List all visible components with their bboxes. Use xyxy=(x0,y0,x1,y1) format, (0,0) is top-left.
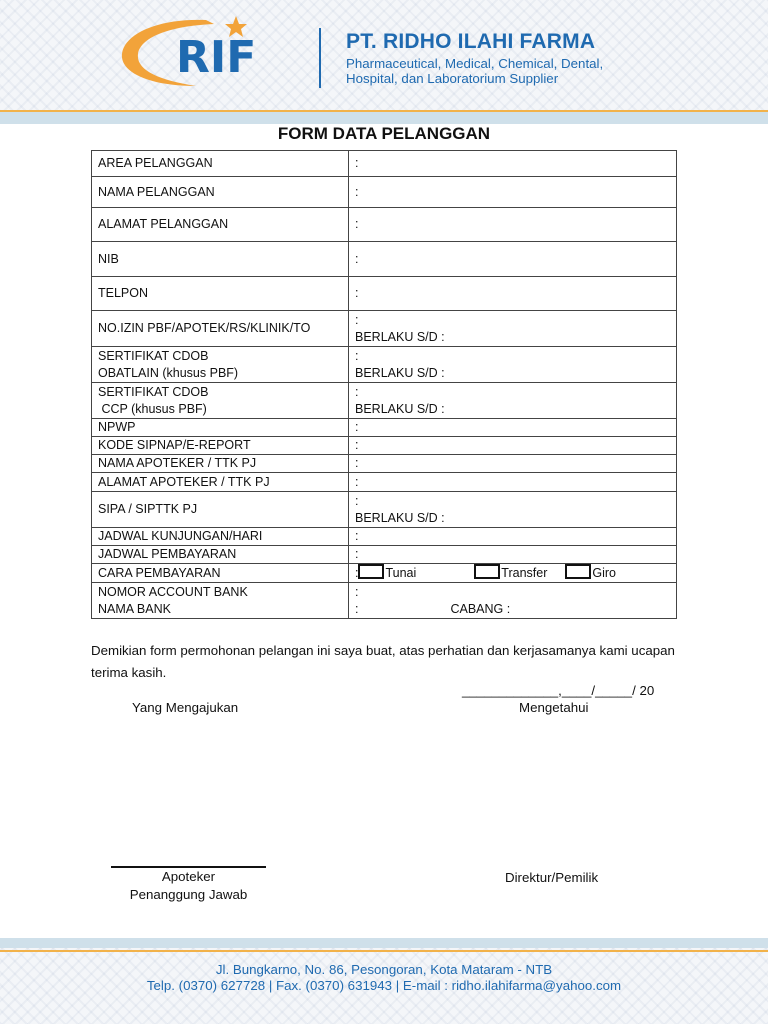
validity-label: BERLAKU S/D : xyxy=(355,401,445,416)
footer-divider-orange xyxy=(0,950,768,952)
field-value: : xyxy=(355,493,359,508)
table-row xyxy=(92,528,677,546)
table-row xyxy=(92,437,677,455)
field-value[interactable]: : xyxy=(349,473,677,492)
field-value[interactable]: : xyxy=(349,528,677,546)
payment-option-tunai[interactable] xyxy=(358,564,416,582)
field-value-with-validity[interactable] xyxy=(349,347,677,383)
field-value: : xyxy=(355,312,359,327)
field-value[interactable]: : xyxy=(349,437,677,455)
field-value-with-validity[interactable] xyxy=(349,383,677,419)
field-value[interactable]: : xyxy=(349,208,677,242)
table-row xyxy=(92,208,677,242)
field-label: TELPON xyxy=(92,277,349,311)
bank-name-value xyxy=(355,601,670,618)
validity-label: BERLAKU S/D : xyxy=(355,329,445,344)
form-title: FORM DATA PELANGGAN xyxy=(277,124,491,143)
statement-paragraph: Demikian form permohonan pelangan ini saya buat, atas perhatian dan kerjasamanya kami ucapan terima kasih. xyxy=(91,643,675,680)
applicant-title: Apoteker xyxy=(161,869,216,884)
table-row xyxy=(92,177,677,208)
bank-info-row xyxy=(92,583,677,619)
table-row xyxy=(92,492,677,528)
field-value[interactable]: : xyxy=(349,242,677,277)
company-logo xyxy=(118,14,304,90)
branch-label: CABANG : xyxy=(450,601,511,616)
table-row xyxy=(92,473,677,492)
checkbox-icon[interactable] xyxy=(358,564,384,579)
field-label: NPWP xyxy=(92,419,349,437)
customer-data-table xyxy=(91,150,677,619)
header-band xyxy=(0,112,768,124)
field-value: : xyxy=(355,348,359,363)
table-row xyxy=(92,455,677,473)
field-label: ALAMAT PELANGGAN xyxy=(92,208,349,242)
bank-account-label: NOMOR ACCOUNT BANK xyxy=(98,584,248,599)
table-row xyxy=(92,242,677,277)
signature-line xyxy=(111,866,266,868)
field-value[interactable]: : xyxy=(349,277,677,311)
logo-wordmark: RIF xyxy=(176,32,257,83)
payment-options xyxy=(349,564,677,583)
field-label: JADWAL KUNJUNGAN/HARI xyxy=(92,528,349,546)
validity-label: BERLAKU S/D : xyxy=(355,365,445,380)
acknowledger-heading: Mengetahui xyxy=(519,700,589,715)
field-label: CARA PEMBAYARAN xyxy=(92,564,349,583)
field-label xyxy=(92,583,349,619)
acknowledger-title: Direktur/Pemilik xyxy=(505,870,599,885)
table-row xyxy=(92,311,677,347)
field-label: KODE SIPNAP/E-REPORT xyxy=(92,437,349,455)
company-tagline-line2: Hospital, dan Laboratorium Supplier xyxy=(346,71,559,86)
field-value-with-validity[interactable] xyxy=(349,311,677,347)
table-row xyxy=(92,151,677,177)
company-name: PT. RIDHO ILAHI FARMA xyxy=(346,30,596,53)
field-label-line1: SERTIFIKAT CDOB xyxy=(98,384,209,399)
bank-name-colon: : xyxy=(355,601,359,616)
checkbox-icon[interactable] xyxy=(474,564,500,579)
bank-account-value: : xyxy=(355,584,359,599)
bank-name-label: NAMA BANK xyxy=(98,601,171,616)
field-label: AREA PELANGGAN xyxy=(92,151,349,177)
field-label xyxy=(92,347,349,383)
company-tagline-line1: Pharmaceutical, Medical, Chemical, Dental, xyxy=(346,56,604,71)
applicant-heading: Yang Mengajukan xyxy=(132,700,239,715)
field-label-line2: OBATLAIN (khusus PBF) xyxy=(98,365,239,380)
payment-option-label: Tunai xyxy=(385,566,417,580)
applicant-subtitle: Penanggung Jawab xyxy=(129,887,248,902)
table-row xyxy=(92,419,677,437)
payment-option-giro[interactable] xyxy=(565,564,616,582)
payment-option-transfer[interactable] xyxy=(474,564,547,582)
footer-address: Jl. Bungkarno, No. 86, Pesongoran, Kota Mataram - NTB xyxy=(215,962,553,977)
field-label: NIB xyxy=(92,242,349,277)
field-value[interactable]: : xyxy=(349,419,677,437)
field-value-with-validity[interactable] xyxy=(349,492,677,528)
field-value[interactable]: : xyxy=(349,546,677,564)
checkbox-icon[interactable] xyxy=(565,564,591,579)
field-label: JADWAL PEMBAYARAN xyxy=(92,546,349,564)
field-value[interactable]: : xyxy=(349,455,677,473)
date-line[interactable]: _____________,____/_____/ 20 xyxy=(462,683,655,698)
field-value[interactable]: : xyxy=(349,151,677,177)
validity-label: BERLAKU S/D : xyxy=(355,510,445,525)
field-value[interactable]: : xyxy=(349,177,677,208)
field-label: SIPA / SIPTTK PJ xyxy=(92,492,349,528)
payment-colon: : xyxy=(355,566,359,580)
payment-option-label: Giro xyxy=(592,566,616,580)
table-row xyxy=(92,383,677,419)
payment-option-label: Transfer xyxy=(501,566,548,580)
field-value: : xyxy=(355,384,359,399)
field-label-line1: SERTIFIKAT CDOB xyxy=(98,348,209,363)
field-label xyxy=(92,383,349,419)
header-vertical-divider xyxy=(319,28,321,88)
field-label: NO.IZIN PBF/APOTEK/RS/KLINIK/TO xyxy=(92,311,349,347)
field-label: NAMA APOTEKER / TTK PJ xyxy=(92,455,349,473)
company-tagline xyxy=(346,56,666,86)
bank-values[interactable] xyxy=(349,583,677,619)
field-label-line2: CCP (khusus PBF) xyxy=(98,401,207,416)
field-label: ALAMAT APOTEKER / TTK PJ xyxy=(92,473,349,492)
payment-method-row xyxy=(92,564,677,583)
footer-contact xyxy=(0,962,768,994)
table-row xyxy=(92,347,677,383)
table-row xyxy=(92,546,677,564)
footer-phone-email: Telp. (0370) 627728 | Fax. (0370) 631943 | E-mail : ridho.ilahifarma@yahoo.com xyxy=(146,978,622,993)
field-label: NAMA PELANGGAN xyxy=(92,177,349,208)
table-row xyxy=(92,277,677,311)
